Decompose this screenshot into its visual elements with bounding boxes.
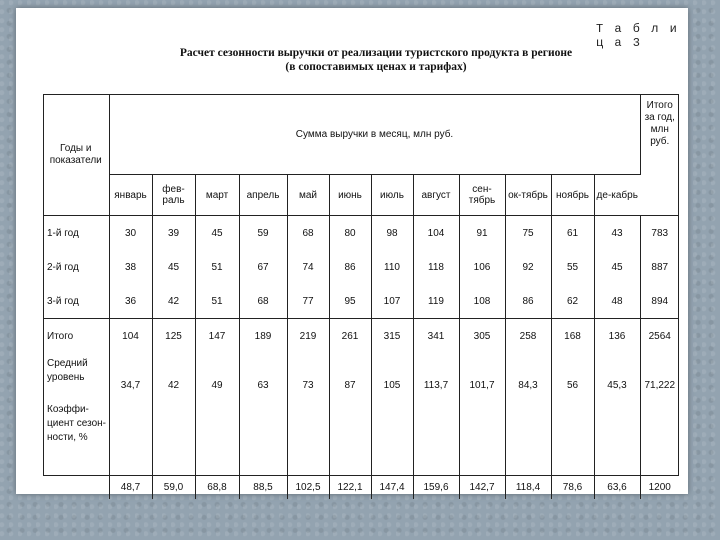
table-cell: 68 [287, 216, 329, 251]
table-cell: 63,6 [594, 397, 640, 499]
row-total: 887 [651, 261, 669, 273]
table-row [43, 216, 679, 251]
row-label: Коэффи-циент сезон-ности, % [43, 397, 109, 499]
header-month-1: январь [109, 175, 152, 216]
table-row [43, 319, 679, 354]
table-cell: 168 [551, 319, 594, 354]
table-cell: 68 [239, 284, 287, 319]
table-cell: 341 [413, 319, 459, 354]
table-cell: 51 [195, 284, 239, 319]
header-month-5: май [287, 175, 329, 216]
header-month-6: июнь [329, 175, 371, 216]
header-month-9: сен-тябрь [459, 175, 505, 216]
table-cell: 49 [195, 353, 239, 397]
table-cell: 80 [329, 216, 371, 251]
row-label: Итого [43, 319, 109, 354]
table-cell: 77 [287, 284, 329, 319]
table-cell: 48 [594, 284, 640, 319]
table-cell: 122,1 [329, 397, 371, 499]
table-cell: 113,7 [413, 353, 459, 397]
header-corner: Годы и показатели [43, 94, 109, 216]
table-cell: 51 [195, 250, 239, 284]
table-cell: 86 [329, 250, 371, 284]
table-cell: 119 [413, 284, 459, 319]
table-cell: 68,8 [195, 397, 239, 499]
row-label: 2-й год [43, 250, 109, 284]
table-cell: 189 [239, 319, 287, 354]
table-title [136, 46, 616, 74]
table-cell: 63 [239, 353, 287, 397]
table-cell: 98 [371, 216, 413, 251]
row-total: 894 [651, 295, 669, 307]
table-cell: 45,3 [594, 353, 640, 397]
row-label: Средний уровень [43, 353, 109, 397]
table-number: Т а б л и ц а 3 [596, 22, 679, 50]
table-cell: 110 [371, 250, 413, 284]
table-cell: 75 [505, 216, 551, 251]
table-cell: 45 [594, 250, 640, 284]
table-cell: 59,0 [152, 397, 195, 499]
title-line-1: Расчет сезонности выручки от реализации туристского продукта в регионе [179, 47, 573, 59]
table-cell: 142,7 [459, 397, 505, 499]
table-cell: 59 [239, 216, 287, 251]
table-cell: 55 [551, 250, 594, 284]
table-cell: 34,7 [109, 353, 152, 397]
table-cell: 104 [109, 319, 152, 354]
table-cell: 101,7 [459, 353, 505, 397]
table-row [43, 397, 679, 499]
table-cell: 43 [594, 216, 640, 251]
table-cell: 258 [505, 319, 551, 354]
header-row-1 [43, 94, 679, 175]
table-cell: 104 [413, 216, 459, 251]
table-cell: 107 [371, 284, 413, 319]
row-total: 2564 [640, 319, 679, 354]
header-month-7: июль [371, 175, 413, 216]
table-cell: 67 [239, 250, 287, 284]
table-cell: 84,3 [505, 353, 551, 397]
table-cell: 136 [594, 319, 640, 354]
table-cell: 305 [459, 319, 505, 354]
table-cell: 42 [152, 284, 195, 319]
table-cell: 108 [459, 284, 505, 319]
seasonality-table [43, 94, 679, 499]
table-cell: 78,6 [551, 397, 594, 499]
table-cell: 45 [152, 250, 195, 284]
header-month-11: ноябрь [551, 175, 594, 216]
row-total: 783 [651, 227, 669, 239]
table-cell: 92 [505, 250, 551, 284]
row-label: 1-й год [43, 216, 109, 251]
header-month-10: ок-тябрь [505, 175, 551, 216]
table-cell: 105 [371, 353, 413, 397]
table-cell: 118 [413, 250, 459, 284]
table-row [43, 353, 679, 397]
table-cell: 45 [195, 216, 239, 251]
header-total-label: Итого за год, млн руб. [640, 94, 679, 216]
table-cell: 91 [459, 216, 505, 251]
row-total: 71,222 [644, 380, 676, 391]
table-cell: 106 [459, 250, 505, 284]
table-cell: 95 [329, 284, 371, 319]
table-cell: 261 [329, 319, 371, 354]
header-month-4: апрель [239, 175, 287, 216]
header-months-row [43, 175, 679, 216]
table-cell: 62 [551, 284, 594, 319]
table-cell: 30 [109, 216, 152, 251]
header-month-12: де-кабрь [594, 175, 640, 216]
table-cell: 147 [195, 319, 239, 354]
table-cell: 315 [371, 319, 413, 354]
row-label: 3-й год [43, 284, 109, 319]
table-row [43, 284, 679, 319]
header-sum-label: Сумма выручки в месяц, млн руб. [109, 94, 640, 175]
table-cell: 36 [109, 284, 152, 319]
table-cell: 61 [551, 216, 594, 251]
title-line-2: (в сопоставимых ценах и тарифах) [285, 61, 467, 73]
table-cell: 48,7 [109, 397, 152, 499]
table-cell: 74 [287, 250, 329, 284]
table-row [43, 250, 679, 284]
table-cell: 73 [287, 353, 329, 397]
table-cell: 88,5 [239, 397, 287, 499]
row-total: 1200 [648, 482, 671, 493]
table-cell: 42 [152, 353, 195, 397]
header-month-3: март [195, 175, 239, 216]
header-month-8: август [413, 175, 459, 216]
table-cell: 56 [551, 353, 594, 397]
document-sheet [16, 8, 688, 494]
table-cell: 125 [152, 319, 195, 354]
table-cell: 118,4 [505, 397, 551, 499]
table-cell: 87 [329, 353, 371, 397]
table-cell: 86 [505, 284, 551, 319]
table-cell: 159,6 [413, 397, 459, 499]
header-month-2: фев-раль [152, 175, 195, 216]
table-cell: 39 [152, 216, 195, 251]
table-cell: 147,4 [371, 397, 413, 499]
table-cell: 219 [287, 319, 329, 354]
table-cell: 38 [109, 250, 152, 284]
table-cell: 102,5 [287, 397, 329, 499]
